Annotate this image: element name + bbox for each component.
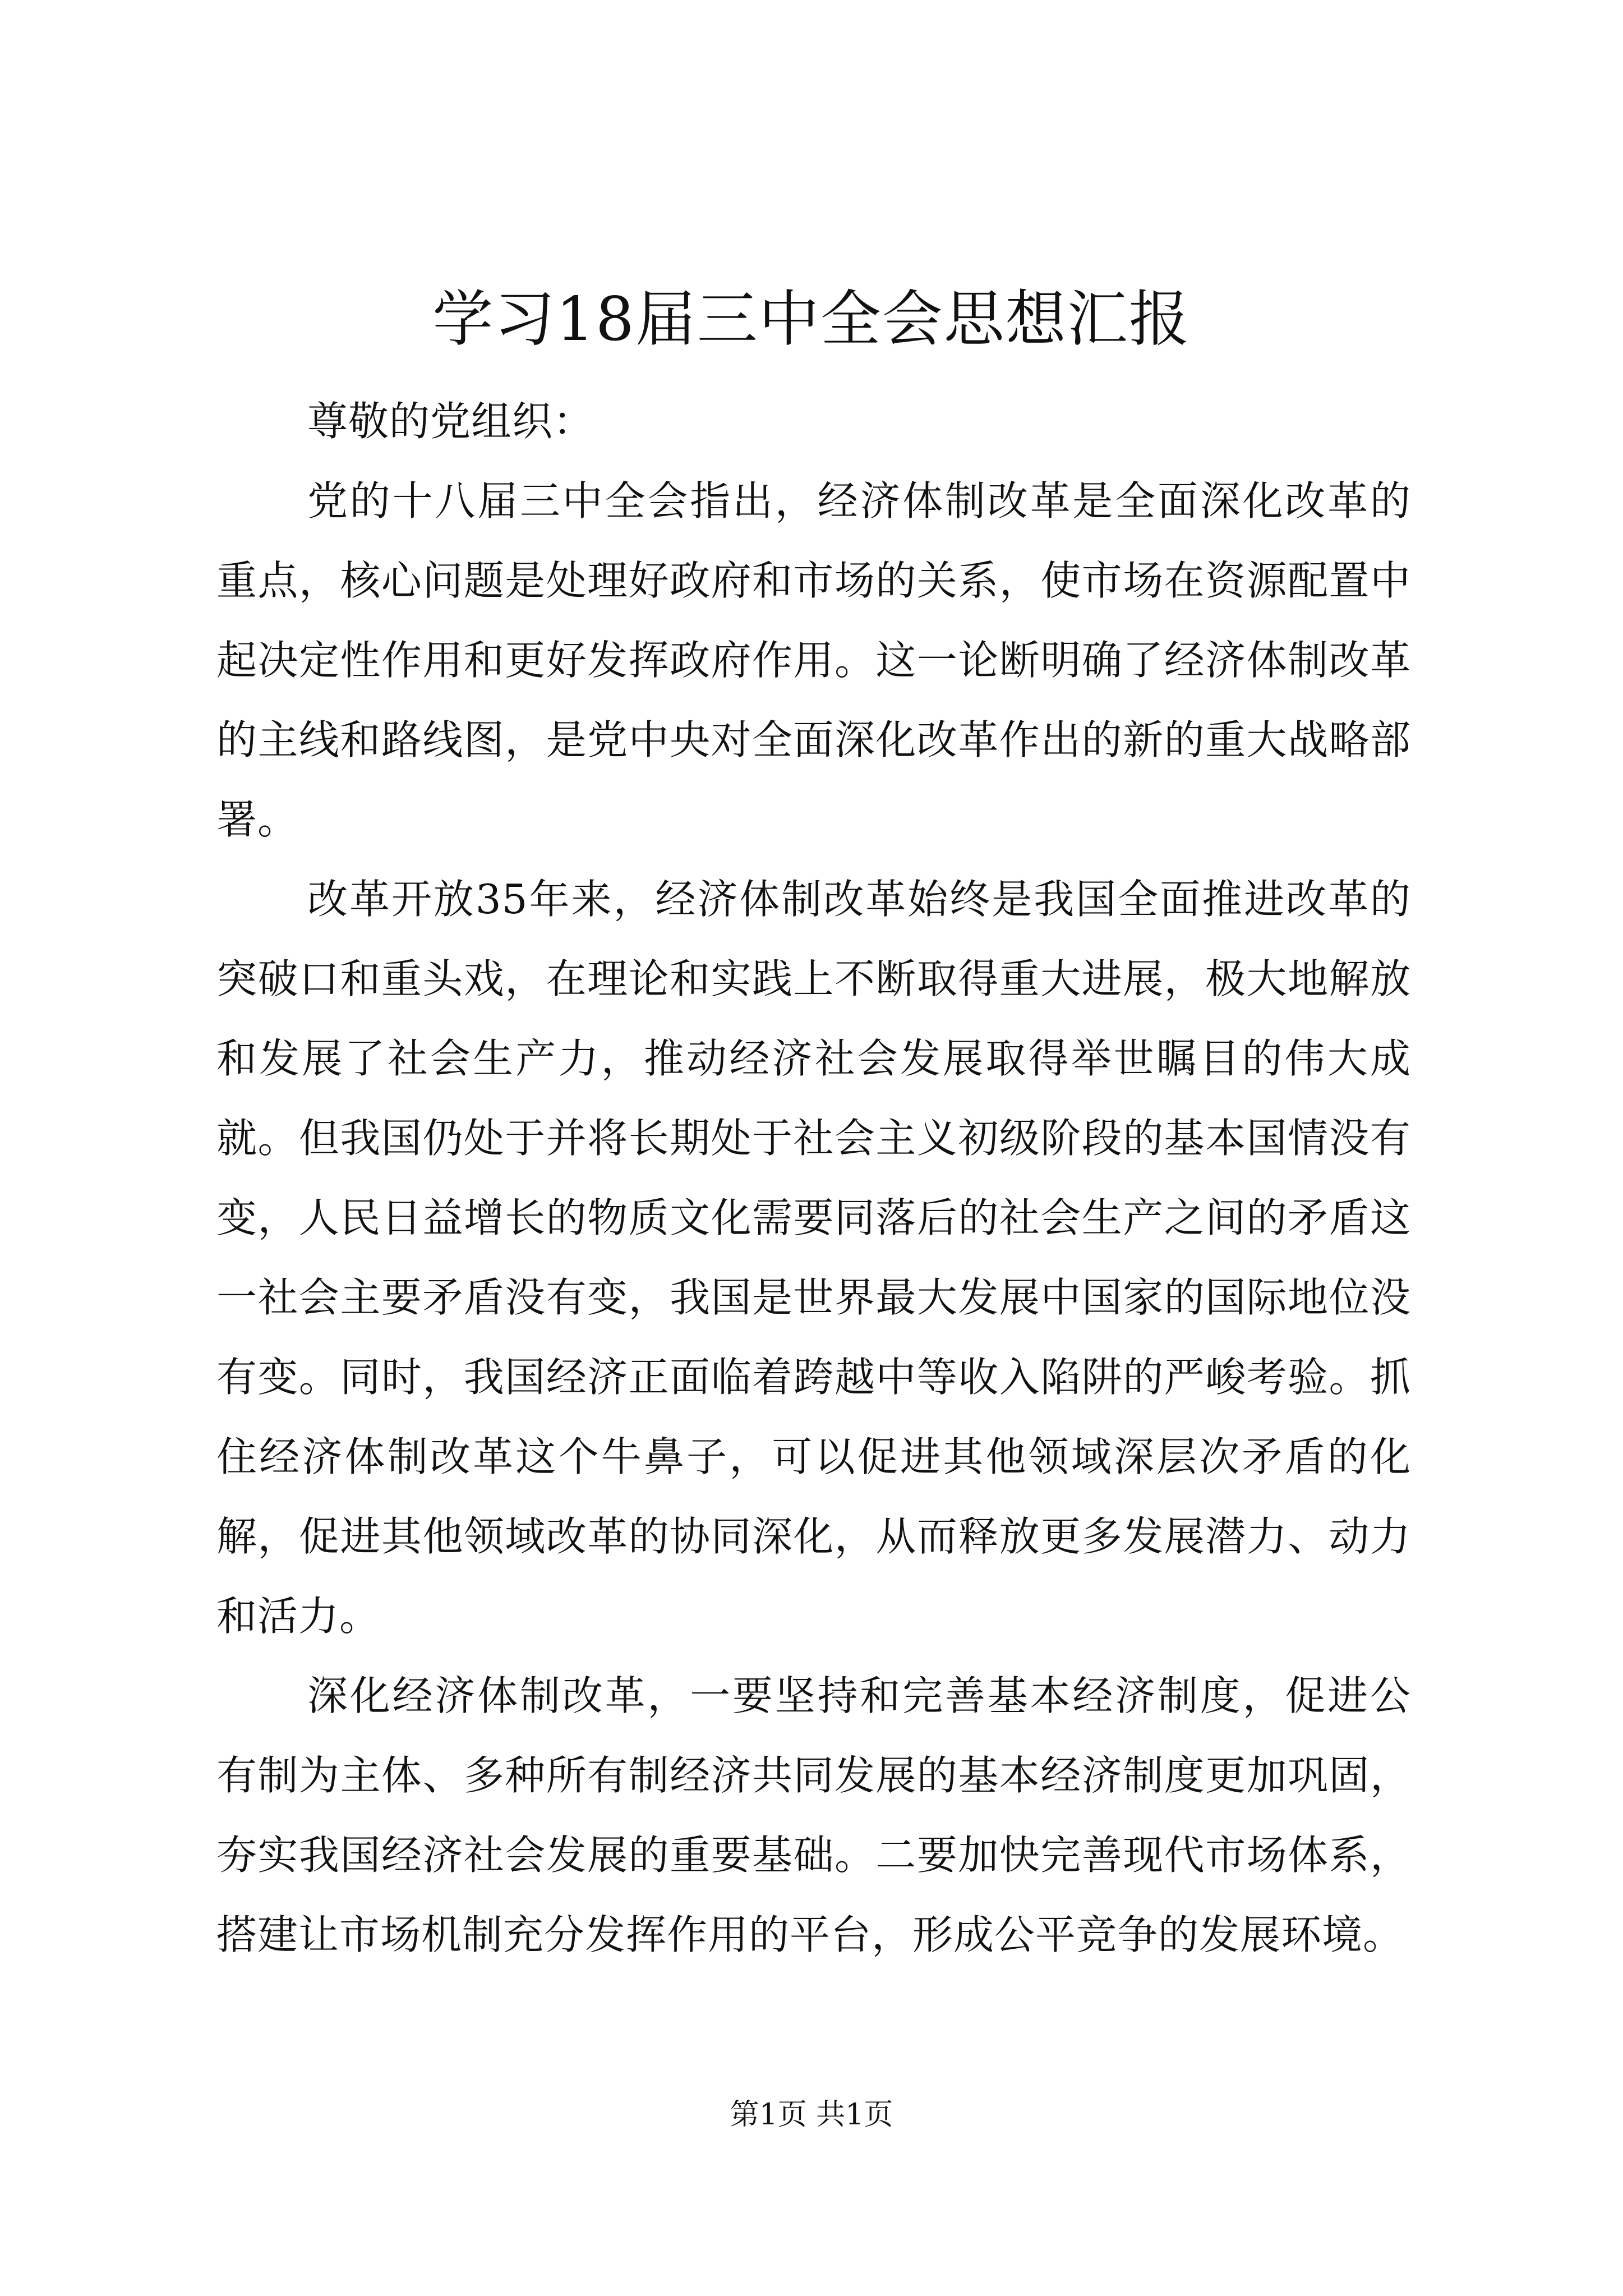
paragraph-2: 改革开放35年来，经济体制改革始终是我国全面推进改革的突破口和重头戏，在理论和实践上不断取得重大进展，极大地解放和发展了社会生产力，推动经济社会发展取得举世瞩目的伟大成就。但我国仍处于并将长期处于社会主义初级阶段的基本国情没有变，人民日益增长的物质文化需要同落后的社会生产之间的矛盾这一社会主要矛盾没有变，我国是世界最大发展中国家的国际地位没有变。同时，我国经济正面临着跨越中等收入陷阱的严峻考验。抓住经济体制改革这个牛鼻子，可以促进其他领域深层次矛盾的化解，促进其他领域改革的协同深化，从而释放更多发展潜力、动力和活力。 [216, 876, 1411, 1640]
document-title: 学习18届三中全会思想汇报 [432, 284, 1191, 355]
paragraph-1: 党的十八届三中全会指出，经济体制改革是全面深化改革的重点，核心问题是处理好政府和市场的关系，使市场在资源配置中起决定性作用和更好发挥政府作用。这一论断明确了经济体制改革的主线和路线图，是党中央对全面深化改革作出的新的重大战略部署。 [216, 477, 1411, 843]
document-body [216, 381, 1411, 1975]
salutation: 尊敬的党组织： [307, 398, 594, 445]
paragraph-3: 深化经济体制改革，一要坚持和完善基本经济制度，促进公有制为主体、多种所有制经济共同发展的基本经济制度更加巩固，夯实我国经济社会发展的重要基础。二要加快完善现代市场体系，搭建让市场机制充分发挥作用的平台，形成公平竞争的发展环境。 [216, 1672, 1411, 1958]
page-footer: 第1页 共1页 [730, 2098, 893, 2132]
